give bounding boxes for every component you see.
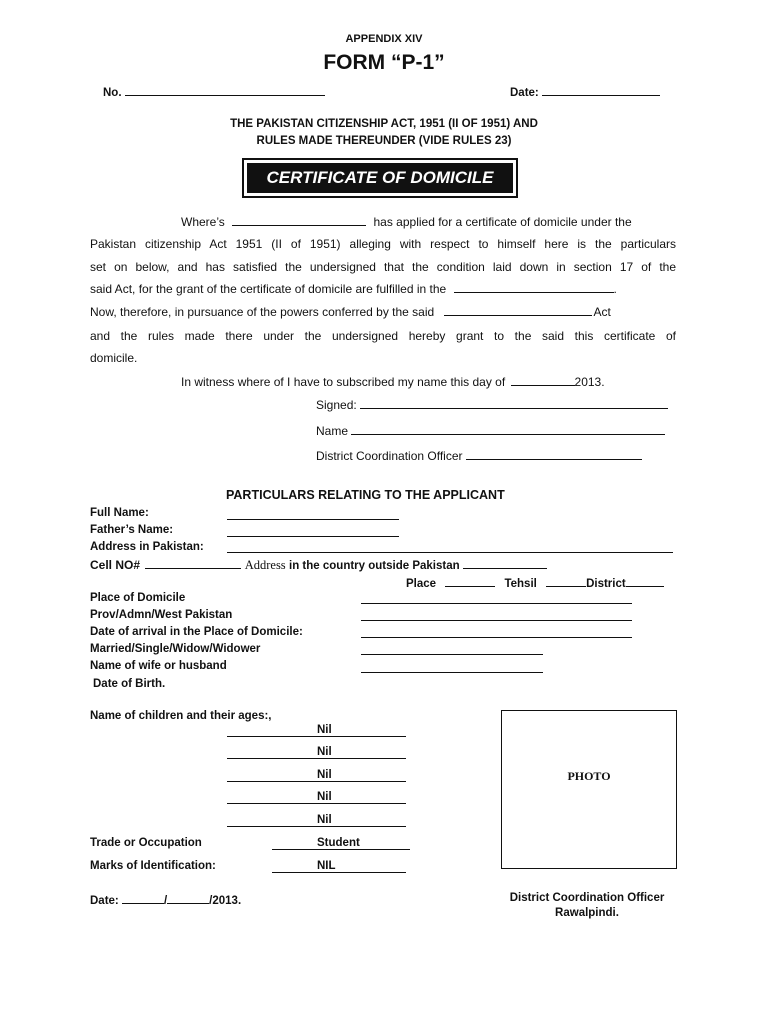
- body-line-7: domicile.: [90, 351, 138, 365]
- father-name-blank[interactable]: [227, 536, 399, 537]
- applicant-blank[interactable]: [232, 214, 366, 226]
- father-name-label: Father’s Name:: [90, 524, 174, 536]
- marital-label: Married/Single/Widow/Widower: [90, 643, 261, 655]
- fulfilled-blank[interactable]: [454, 281, 614, 293]
- child-entry: Nil: [317, 724, 332, 736]
- marks-value: NIL: [317, 860, 336, 872]
- spouse-label: Name of wife or husband: [90, 660, 227, 672]
- arrival-blank[interactable]: [361, 637, 632, 638]
- body-text: said Act, for the grant of the certificate of domicile are fulfilled in the: [90, 282, 447, 296]
- body-text: has applied for a certificate of domicile under the: [373, 215, 632, 229]
- marks-blank[interactable]: [272, 872, 406, 873]
- arrival-label: Date of arrival in the Place of Domicile:: [90, 626, 303, 638]
- act-line-2: RULES MADE THEREUNDER (VIDE RULES 23): [256, 135, 512, 147]
- child-blank[interactable]: [227, 803, 406, 804]
- no-label: No.: [103, 87, 122, 99]
- witness-line: [181, 374, 605, 389]
- marks-label: Marks of Identification:: [90, 860, 216, 872]
- footer-date-day[interactable]: [122, 892, 164, 904]
- children-label: Name of children and their ages:,: [90, 710, 272, 722]
- place-blank[interactable]: [445, 575, 495, 587]
- footer-city: Rawalpindi.: [555, 907, 619, 919]
- footer-officer: District Coordination Officer: [509, 892, 665, 904]
- signed-blank[interactable]: [360, 397, 668, 409]
- particulars-heading: PARTICULARS RELATING TO THE APPLICANT: [226, 488, 505, 502]
- tehsil-blank[interactable]: [546, 575, 586, 587]
- body-text: 2013.: [574, 375, 605, 389]
- child-entry: Nil: [317, 791, 332, 803]
- conferred-blank[interactable]: [444, 304, 592, 316]
- name-label: Name: [316, 424, 349, 438]
- date-blank[interactable]: [542, 84, 660, 96]
- body-text: In witness where of I have to subscribed my name this day of: [181, 375, 506, 389]
- name-blank[interactable]: [351, 423, 665, 435]
- body-line-5: [90, 304, 611, 319]
- outside-blank[interactable]: [463, 557, 547, 569]
- photo-label: PHOTO: [567, 769, 611, 783]
- place-domicile-blank[interactable]: [361, 603, 632, 604]
- date-label: Date:: [510, 87, 539, 99]
- day-blank[interactable]: [511, 374, 575, 386]
- trade-value: Student: [317, 837, 360, 849]
- child-entry: Nil: [317, 746, 332, 758]
- footer-date-year: 2013.: [212, 895, 242, 907]
- address-pakistan-label: Address in Pakistan:: [90, 541, 204, 553]
- photo-box[interactable]: [501, 710, 677, 869]
- officer-label: District Coordination Officer: [316, 449, 463, 463]
- no-field: [103, 84, 325, 99]
- appendix-label: APPENDIX XIV: [345, 33, 423, 45]
- signed-label: Signed:: [316, 398, 357, 412]
- dob-label: Date of Birth.: [93, 678, 166, 690]
- child-entry: Nil: [317, 769, 332, 781]
- body-text: Now, therefore, in pursuance of the powers conferred by the said: [90, 305, 435, 319]
- outside-label: in the country outside Pakistan: [289, 560, 460, 572]
- prov-label: Prov/Admn/West Pakistan: [90, 609, 233, 621]
- marital-blank[interactable]: [361, 654, 543, 655]
- date-field: [510, 84, 660, 99]
- body-line-3: set on below, and has satisfied the undersigned that the condition laid down in section 17 of the: [90, 260, 676, 274]
- body-text: Where’s: [181, 215, 225, 229]
- body-text: Act: [593, 305, 611, 319]
- signed-field: [316, 397, 668, 412]
- district-label: District: [586, 578, 626, 590]
- child-blank[interactable]: [227, 826, 406, 827]
- name-field: [316, 423, 665, 438]
- body-line-1: [181, 214, 632, 229]
- prov-blank[interactable]: [361, 620, 632, 621]
- body-line-2: Pakistan citizenship Act 1951 (II of 1951) alleging with respect to himself here is the particulars: [90, 237, 676, 251]
- trade-blank[interactable]: [272, 849, 410, 850]
- child-blank[interactable]: [227, 736, 406, 737]
- officer-blank[interactable]: [466, 448, 642, 460]
- body-line-4: said Act, for the grant of the certificate of domicile are fulfilled in the .: [90, 282, 617, 296]
- address-label: Address: [244, 558, 286, 572]
- address-pakistan-blank[interactable]: [227, 552, 673, 553]
- footer-date-month[interactable]: [167, 892, 209, 904]
- cell-blank[interactable]: [145, 557, 241, 569]
- district-blank[interactable]: [626, 575, 664, 587]
- trade-label: Trade or Occupation: [90, 837, 202, 849]
- cell-label: Cell NO#: [90, 558, 141, 572]
- spouse-blank[interactable]: [361, 672, 543, 673]
- footer-date: Date: / /2013.: [90, 892, 241, 907]
- certificate-title-box: [242, 158, 518, 198]
- place-row: [406, 575, 664, 590]
- place-label: Place: [406, 578, 437, 590]
- form-title: FORM “P-1”: [323, 51, 445, 74]
- footer-date-label: Date:: [90, 895, 119, 907]
- certificate-title: CERTIFICATE OF DOMICILE: [247, 163, 513, 193]
- child-blank[interactable]: [227, 781, 406, 782]
- officer-field: [316, 448, 642, 463]
- body-line-6: and the rules made there under the undersigned hereby grant to the said this certificate of: [90, 329, 676, 343]
- cell-row: [90, 557, 547, 573]
- child-blank[interactable]: [227, 758, 406, 759]
- full-name-blank[interactable]: [227, 519, 399, 520]
- child-entry: Nil: [317, 814, 332, 826]
- act-line-1: THE PAKISTAN CITIZENSHIP ACT, 1951 (II OF 1951) AND: [230, 118, 538, 130]
- no-blank[interactable]: [125, 84, 325, 96]
- tehsil-label: Tehsil: [504, 578, 537, 590]
- full-name-label: Full Name:: [90, 507, 149, 519]
- place-domicile-label: Place of Domicile: [90, 592, 186, 604]
